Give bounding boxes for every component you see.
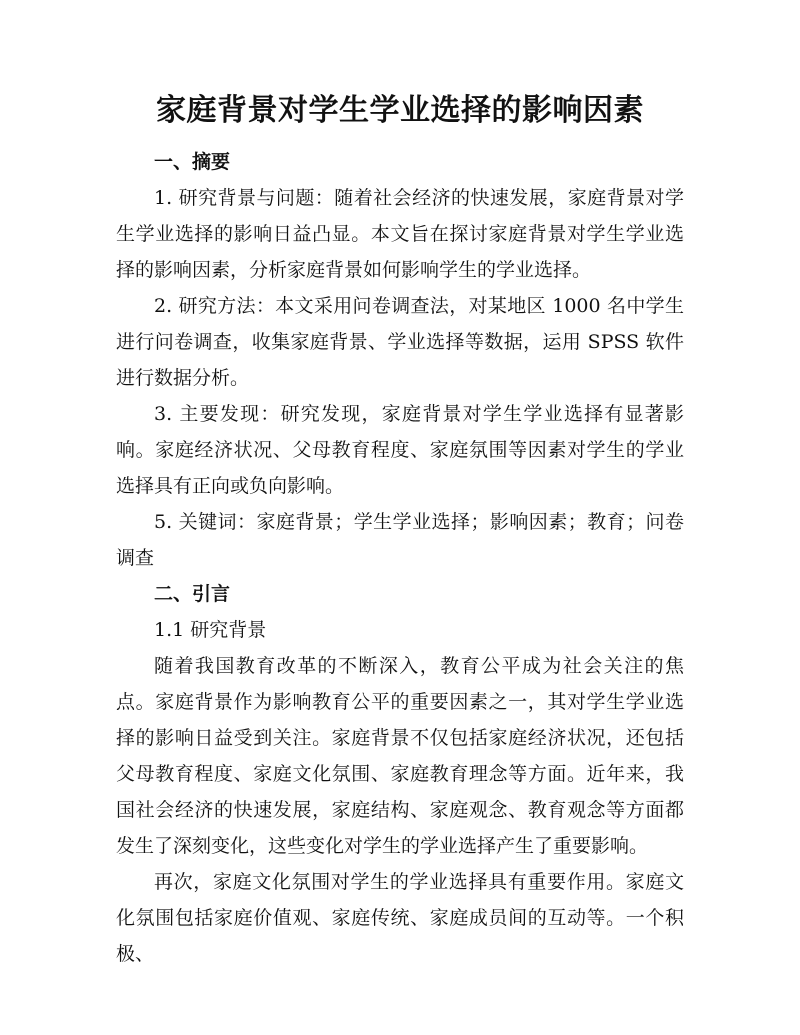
subsection-heading-research-background: 1.1 研究背景 <box>154 619 267 641</box>
introduction-paragraph-2: 再次，家庭文化氛围对学生的学业选择具有重要作用。家庭文化氛围包括家庭价值观、家庭传统、家庭成员间的互动等。一个积极、 <box>116 871 684 965</box>
document-title: 家庭背景对学生学业选择的影响因素 <box>156 93 644 128</box>
abstract-paragraph-method: 2. 研究方法：本文采用问卷调查法，对某地区 1000 名中学生进行问卷调查，收集家庭背景、学业选择等数据，运用 SPSS 软件进行数据分析。 <box>116 295 684 389</box>
abstract-paragraph-keywords: 5. 关键词：家庭背景；学生学业选择；影响因素；教育；问卷调查 <box>116 511 684 569</box>
abstract-paragraph-background: 1. 研究背景与问题：随着社会经济的快速发展，家庭背景对学生学业选择的影响日益凸显。本文旨在探讨家庭背景对学生学业选择的影响因素，分析家庭背景如何影响学生的学业选择。 <box>116 187 684 281</box>
section-heading-introduction: 二、引言 <box>154 583 231 605</box>
introduction-paragraph-1: 随着我国教育改革的不断深入，教育公平成为社会关注的焦点。家庭背景作为影响教育公平的重要因素之一，其对学生学业选择的影响日益受到关注。家庭背景不仅包括家庭经济状况，还包括父母教育程度、家庭文化氛围、家庭教育理念等方面。近年来，我国社会经济的快速发展，家庭结构、家庭观念、教育观念等方面都发生了深刻变化，这些变化对学生的学业选择产生了重要影响。 <box>116 655 684 857</box>
section-heading-abstract: 一、摘要 <box>154 151 231 173</box>
abstract-paragraph-findings: 3. 主要发现：研究发现，家庭背景对学生学业选择有显著影响。家庭经济状况、父母教育程度、家庭氛围等因素对学生的学业选择具有正向或负向影响。 <box>116 403 684 497</box>
title-spacer <box>116 134 684 144</box>
